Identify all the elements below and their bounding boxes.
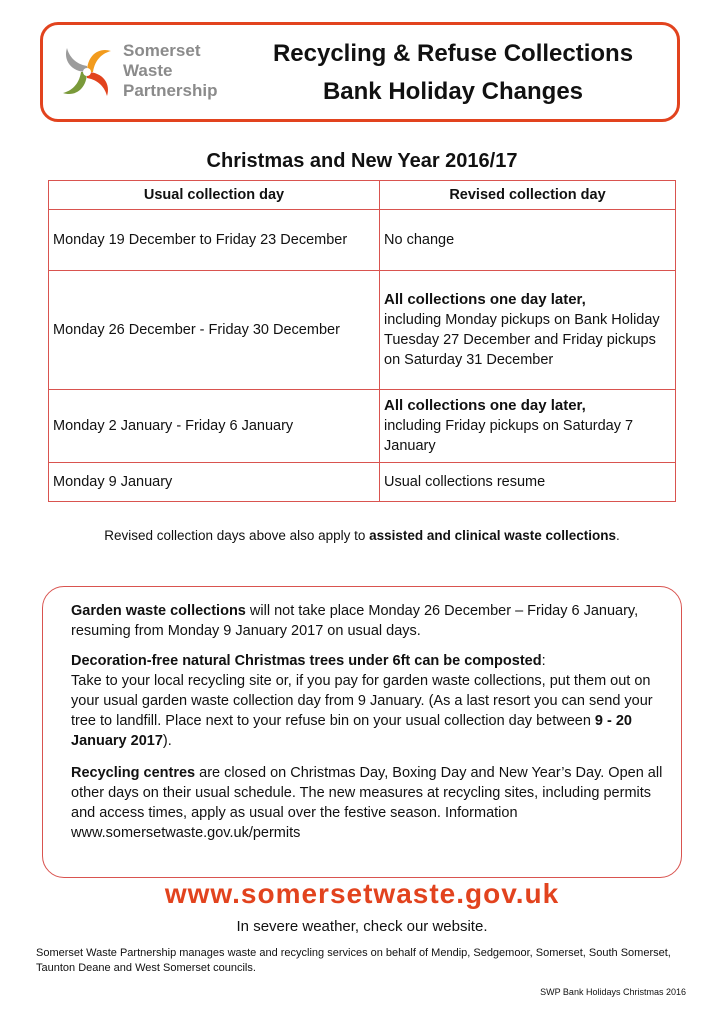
footer-text: Somerset Waste Partnership manages waste and recycling services on behalf of Mendip, Sedgemoor, Somerset, South Somerset, Taunton Deane and West Somerset councils. xyxy=(36,947,671,974)
garden-waste-heading: Garden waste collections xyxy=(71,603,246,619)
garden-waste-paragraph xyxy=(71,601,667,641)
header-title xyxy=(243,35,663,111)
table-row xyxy=(49,271,676,390)
table-row xyxy=(49,463,676,502)
document-reference: SWP Bank Holidays Christmas 2016 xyxy=(540,987,686,997)
christmas-trees-dates: 9 - 20 January 2017 xyxy=(71,713,633,749)
christmas-trees-paragraph xyxy=(71,651,667,751)
column-header-revised: Revised collection day xyxy=(380,181,676,210)
christmas-trees-end: ). xyxy=(162,733,172,749)
header-title-line-1: Recycling & Refuse Collections xyxy=(272,40,634,67)
info-box xyxy=(42,586,682,878)
usual-day-cell: Monday 9 January xyxy=(49,463,380,502)
swp-logo xyxy=(57,41,247,107)
column-header-usual: Usual collection day xyxy=(49,181,380,210)
website-link[interactable]: www.somersetwaste.gov.uk xyxy=(164,878,560,909)
revised-day-cell xyxy=(380,463,676,502)
logo-wordmark xyxy=(123,41,217,101)
weather-notice: In severe weather, check our website. xyxy=(236,918,488,935)
revised-text: including Friday pickups on Saturday 7 January xyxy=(384,418,634,454)
recycling-centres-text: are closed on Christmas Day, Boxing Day and New Year’s Day. Open all other days on their usual schedule. The new measures at recycling sites, including permits and access times, apply as usual over the festive season. Information www.somersetwaste.gov.uk/permits xyxy=(71,765,663,841)
section-title: Christmas and New Year 2016/17 xyxy=(206,150,518,172)
revised-text: Usual collections resume xyxy=(384,474,546,490)
table-row xyxy=(49,210,676,271)
revised-day-cell xyxy=(380,271,676,390)
christmas-trees-text: Take to your local recycling site or, if you pay for garden waste collections, put them out on your usual garden waste collection day from 9 January. (As a last resort you can send your tree to landfill. Place next to your refuse bin on your usual collection day between xyxy=(71,673,653,729)
assisted-waste-note xyxy=(0,528,724,543)
usual-day-cell: Monday 26 December - Friday 30 December xyxy=(49,271,380,390)
note-text: Revised collection days above also apply to xyxy=(104,528,370,543)
usual-day-cell: Monday 19 December to Friday 23 December xyxy=(49,210,380,271)
revised-day-cell xyxy=(380,390,676,463)
note-bold-text: assisted and clinical waste collections xyxy=(369,528,616,543)
logo-line-2: Waste xyxy=(123,61,173,80)
recycling-centres-paragraph xyxy=(71,763,667,843)
header-box xyxy=(40,22,680,122)
collection-schedule-table xyxy=(48,180,676,502)
christmas-trees-heading: Decoration-free natural Christmas trees under 6ft can be composted xyxy=(71,653,542,669)
logo-line-1: Somerset xyxy=(123,41,201,60)
christmas-trees-colon: : xyxy=(541,653,546,669)
revised-text: No change xyxy=(384,232,455,248)
table-header-row xyxy=(49,181,676,210)
note-end: . xyxy=(616,528,620,543)
header-title-line-2: Bank Holiday Changes xyxy=(322,78,584,105)
revised-bold-text: All collections one day later, xyxy=(384,397,586,414)
table-row xyxy=(49,390,676,463)
logo-line-3: Partnership xyxy=(123,81,218,100)
revised-text: including Monday pickups on Bank Holiday Tuesday 27 December and Friday pickups on Saturday 31 December xyxy=(384,312,660,368)
revised-day-cell xyxy=(380,210,676,271)
info-content xyxy=(71,601,667,853)
recycling-centres-heading: Recycling centres xyxy=(71,765,196,781)
revised-bold-text: All collections one day later, xyxy=(384,291,586,308)
garden-waste-text: will not take place Monday 26 December – Friday 6 January, resuming from Monday 9 January 2017 on usual days. xyxy=(71,603,639,639)
swirl-logo-icon xyxy=(57,41,117,103)
usual-day-cell: Monday 2 January - Friday 6 January xyxy=(49,390,380,463)
